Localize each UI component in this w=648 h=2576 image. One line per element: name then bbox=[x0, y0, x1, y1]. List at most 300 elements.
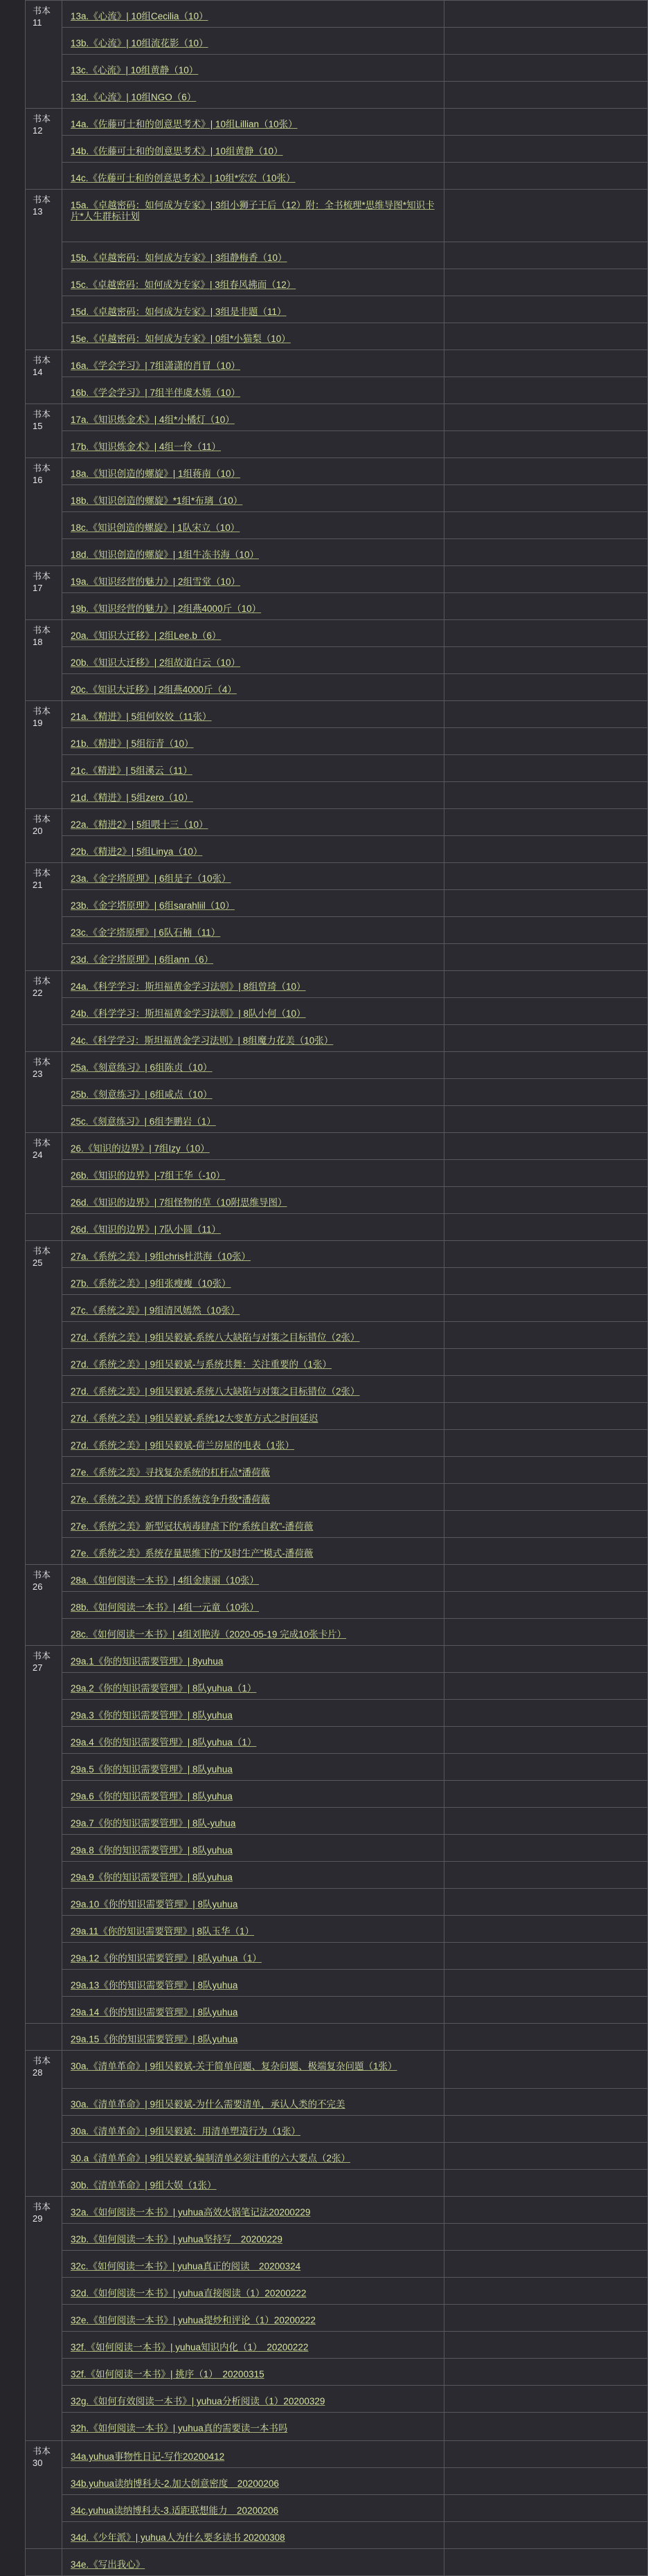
table-row bbox=[26, 1808, 648, 1835]
table-row bbox=[26, 431, 648, 458]
note-link[interactable]: 23a.《金字塔原理》| 6组是子（10张） bbox=[71, 873, 231, 884]
note-link[interactable]: 25c.《刻意练习》| 6组李鹏岩（1） bbox=[71, 1116, 216, 1127]
table-row bbox=[26, 1457, 648, 1484]
empty-cell bbox=[444, 1214, 648, 1241]
empty-cell bbox=[444, 1268, 648, 1295]
empty-cell bbox=[444, 2413, 648, 2441]
empty-cell bbox=[444, 2332, 648, 2359]
empty-cell bbox=[444, 1376, 648, 1403]
table-row bbox=[26, 1889, 648, 1916]
note-link[interactable]: 32b.《如何阅读一本书》| yuhua坚持写 20200229 bbox=[71, 2234, 282, 2244]
table-row bbox=[26, 2051, 648, 2089]
note-link[interactable]: 24a.《科学学习：斯坦福黄金学习法则》| 8组曾琦（10） bbox=[71, 981, 306, 992]
empty-cell bbox=[444, 1619, 648, 1646]
table-row bbox=[26, 1619, 648, 1646]
note-cell bbox=[62, 2278, 444, 2305]
empty-cell bbox=[444, 809, 648, 836]
book-number-label: 书本 16 bbox=[33, 463, 51, 485]
book-number-cell bbox=[26, 1052, 62, 1133]
note-link[interactable]: 29a.13《你的知识需要管理》| 8队yuhua bbox=[71, 1980, 238, 1990]
table-row bbox=[26, 28, 648, 55]
note-cell bbox=[62, 1673, 444, 1700]
note-link[interactable]: 29a.12《你的知识需要管理》| 8队yuhua（1） bbox=[71, 1953, 262, 1963]
table-row bbox=[26, 1484, 648, 1511]
note-link[interactable]: 18d.《知识创造的螺旋》| 1组牛冻书海（10） bbox=[71, 550, 260, 560]
book-number-label: 书本 28 bbox=[33, 2056, 51, 2078]
note-cell bbox=[62, 2332, 444, 2359]
table-row bbox=[26, 1646, 648, 1673]
note-cell bbox=[62, 2224, 444, 2251]
note-cell bbox=[62, 2024, 444, 2051]
note-link[interactable]: 27d.《系统之美》| 9组吴毅斌-系统八大缺陷与对策之目标错位（2张） bbox=[71, 1332, 360, 1343]
book-number-cell bbox=[26, 2197, 62, 2441]
note-link[interactable]: 18b.《知识创造的螺旋》*1组*布璃（10） bbox=[71, 496, 243, 506]
empty-cell bbox=[444, 674, 648, 701]
empty-cell bbox=[444, 1079, 648, 1106]
empty-cell bbox=[444, 1106, 648, 1133]
note-cell bbox=[62, 1727, 444, 1754]
empty-cell bbox=[444, 1835, 648, 1862]
empty-cell bbox=[444, 1322, 648, 1349]
empty-cell bbox=[444, 566, 648, 593]
book-number-cell bbox=[26, 404, 62, 458]
note-link[interactable]: 19a.《知识经营的魅力》| 2组雪堂（10） bbox=[71, 577, 241, 587]
table-row bbox=[26, 836, 648, 863]
note-link[interactable]: 15b.《卓越密码：如何成为专家》| 3组静梅香（10） bbox=[71, 253, 287, 263]
book-number-cell bbox=[26, 809, 62, 863]
note-cell bbox=[62, 431, 444, 458]
empty-cell bbox=[444, 2278, 648, 2305]
note-link[interactable]: 14c.《佐藤可士和的创意思考术》| 10组*宏宏（10张） bbox=[71, 173, 296, 183]
empty-cell bbox=[444, 2170, 648, 2197]
book-number-cell bbox=[26, 1565, 62, 1646]
table-row bbox=[26, 1349, 648, 1376]
table-row bbox=[26, 1700, 648, 1727]
empty-cell bbox=[444, 2051, 648, 2089]
table-row bbox=[26, 971, 648, 998]
table-row bbox=[26, 2089, 648, 2116]
note-link[interactable]: 34a.yuhua事物性日记-写作20200412 bbox=[71, 2451, 225, 2462]
note-cell bbox=[62, 296, 444, 323]
note-link[interactable]: 34e.《写出我心》 bbox=[71, 2559, 145, 2570]
table-row bbox=[26, 782, 648, 809]
table-row bbox=[26, 55, 648, 82]
empty-cell bbox=[444, 404, 648, 431]
empty-cell bbox=[444, 917, 648, 944]
table-row bbox=[26, 593, 648, 620]
note-cell bbox=[62, 1322, 444, 1349]
note-link[interactable]: 29a.11《你的知识需要管理》| 8队玉华（1） bbox=[71, 1926, 255, 1936]
table-row bbox=[26, 2522, 648, 2549]
note-cell bbox=[62, 1754, 444, 1781]
note-cell bbox=[62, 1376, 444, 1403]
note-link[interactable]: 15d.《卓越密码：如何成为专家》| 3组是非题（11） bbox=[71, 307, 287, 317]
note-cell bbox=[62, 2386, 444, 2413]
note-cell bbox=[62, 1484, 444, 1511]
note-cell bbox=[62, 2522, 444, 2549]
book-number-label: 书本 25 bbox=[33, 1246, 51, 1268]
note-link[interactable]: 29a.14《你的知识需要管理》| 8队yuhua bbox=[71, 2007, 238, 2017]
empty-cell bbox=[444, 1241, 648, 1268]
note-cell bbox=[62, 377, 444, 404]
table-row bbox=[26, 269, 648, 296]
empty-cell bbox=[444, 1943, 648, 1970]
note-link[interactable]: 23c.《金字塔原理》| 6队石楠（11） bbox=[71, 927, 221, 938]
table-row bbox=[26, 190, 648, 242]
note-cell bbox=[62, 1241, 444, 1268]
note-link[interactable]: 32c.《如何阅读一本书》| yuhua真正的阅读 20200324 bbox=[71, 2261, 301, 2271]
table-row bbox=[26, 1430, 648, 1457]
empty-cell bbox=[444, 1970, 648, 1997]
note-link[interactable]: 29a.4《你的知识需要管理》| 8队yuhua（1） bbox=[71, 1737, 257, 1748]
book-number-cell bbox=[26, 350, 62, 404]
table-row bbox=[26, 2359, 648, 2386]
empty-cell bbox=[444, 2468, 648, 2495]
note-link[interactable]: 28c.《如何阅读一本书》| 4组刘艳涛（2020-05-19 完成10张卡片） bbox=[71, 1629, 347, 1640]
note-link[interactable]: 32g.《如何有效阅读一本书》| yuhua分析阅读（1）20200329 bbox=[71, 2396, 325, 2406]
note-link[interactable]: 19b.《知识经营的魅力》| 2组燕4000斤（10） bbox=[71, 604, 262, 614]
note-link[interactable]: 25a.《刻意练习》| 6组陈贞（10） bbox=[71, 1062, 213, 1073]
note-cell bbox=[62, 1592, 444, 1619]
note-link[interactable]: 16b.《学会学习》| 7组半伴虞木嫣（10） bbox=[71, 388, 241, 398]
empty-cell bbox=[444, 2116, 648, 2143]
table-row bbox=[26, 2386, 648, 2413]
empty-cell bbox=[444, 2197, 648, 2224]
note-link[interactable]: 13a.《心流》| 10组Cecilia（10） bbox=[71, 11, 208, 21]
note-link[interactable]: 29a.1《你的知识需要管理》| 8yuhua bbox=[71, 1656, 224, 1667]
empty-cell bbox=[444, 1997, 648, 2024]
note-link[interactable]: 34b.yuhua读纳博科夫-2.加大创意密度 20200206 bbox=[71, 2478, 279, 2489]
note-link[interactable]: 13d.《心流》| 10组NGO（6） bbox=[71, 92, 197, 102]
table-row bbox=[26, 1403, 648, 1430]
book-number-label: 书本 27 bbox=[33, 1651, 51, 1673]
book-number-cell bbox=[26, 1241, 62, 1565]
note-link[interactable]: 34c.yuhua读纳博科夫-3.适距联想能力 20200206 bbox=[71, 2505, 279, 2516]
empty-cell bbox=[444, 296, 648, 323]
note-cell bbox=[62, 647, 444, 674]
note-cell bbox=[62, 2251, 444, 2278]
empty-cell bbox=[444, 1457, 648, 1484]
note-cell bbox=[62, 2143, 444, 2170]
table-row bbox=[26, 1295, 648, 1322]
empty-cell bbox=[444, 377, 648, 404]
note-link[interactable]: 29a.8《你的知识需要管理》| 8队yuhua bbox=[71, 1845, 233, 1856]
empty-cell bbox=[444, 971, 648, 998]
note-link[interactable]: 20c.《知识大迁移》| 2组燕4000斤（4） bbox=[71, 684, 237, 695]
note-link[interactable]: 27e.《系统之美》疫情下的系统竞争升级*潘荷薇 bbox=[71, 1494, 271, 1505]
empty-cell bbox=[444, 620, 648, 647]
note-cell bbox=[62, 485, 444, 512]
book-number-label bbox=[26, 2024, 62, 2028]
table-row bbox=[26, 1322, 648, 1349]
note-link[interactable]: 27d.《系统之美》| 9组吴毅斌-与系统共舞：关注重要的（1张） bbox=[71, 1359, 332, 1370]
note-link[interactable]: 32a.《如何阅读一本书》| yuhua高效火锅笔记法20200229 bbox=[71, 2207, 311, 2217]
note-link[interactable]: 29a.3《你的知识需要管理》| 8队yuhua bbox=[71, 1710, 233, 1721]
note-link[interactable]: 27d.《系统之美》| 9组吴毅斌-系统八大缺陷与对策之目标错位（2张） bbox=[71, 1386, 360, 1397]
note-link[interactable]: 23d.《金字塔原理》| 6组ann（6） bbox=[71, 954, 214, 965]
note-link[interactable]: 29a.15《你的知识需要管理》| 8队yuhua bbox=[71, 2034, 238, 2044]
table-row bbox=[26, 2170, 648, 2197]
book-number-cell bbox=[26, 190, 62, 350]
empty-cell bbox=[444, 1565, 648, 1592]
note-cell bbox=[62, 1268, 444, 1295]
table-row bbox=[26, 458, 648, 485]
empty-cell bbox=[444, 1133, 648, 1160]
note-cell bbox=[62, 1430, 444, 1457]
table-row bbox=[26, 674, 648, 701]
note-link[interactable]: 13b.《心流》| 10组流花影（10） bbox=[71, 38, 208, 48]
note-link[interactable]: 32e.《如何阅读一本书》| yuhua提炒和评论（1）20200222 bbox=[71, 2315, 316, 2325]
note-link[interactable]: 15c.《卓越密码：如何成为专家》| 3组春风拂面（12） bbox=[71, 280, 296, 290]
note-cell bbox=[62, 269, 444, 296]
table-row bbox=[26, 2251, 648, 2278]
empty-cell bbox=[444, 2495, 648, 2522]
book-number-cell bbox=[26, 1214, 62, 1241]
note-link[interactable]: 34d.《少年派》| yuhua人为什么要多读书 20200308 bbox=[71, 2532, 285, 2543]
empty-cell bbox=[444, 2143, 648, 2170]
note-cell bbox=[62, 1916, 444, 1943]
table-row bbox=[26, 1781, 648, 1808]
note-link[interactable]: 20a.《知识大迁移》| 2组Lee.b（6） bbox=[71, 631, 222, 641]
note-cell bbox=[62, 1187, 444, 1214]
note-link[interactable]: 17b.《知识炼金术》| 4组一伶（11） bbox=[71, 442, 222, 452]
note-cell bbox=[62, 55, 444, 82]
table-row bbox=[26, 1727, 648, 1754]
note-link[interactable]: 27a.《系统之美》| 9组chris杜洪海（10张） bbox=[71, 1251, 251, 1262]
table-row bbox=[26, 1133, 648, 1160]
note-cell bbox=[62, 28, 444, 55]
note-link[interactable]: 30a.《清单革命》| 9组吴毅斌-关于简单问题、复杂问题、极端复杂问题（1张） bbox=[71, 2061, 397, 2071]
book-number-cell bbox=[26, 1, 62, 109]
table-row bbox=[26, 647, 648, 674]
note-cell bbox=[62, 1970, 444, 1997]
note-link[interactable]: 29a.7《你的知识需要管理》| 8队-yuhua bbox=[71, 1818, 236, 1829]
table-row bbox=[26, 944, 648, 971]
note-link[interactable]: 27d.《系统之美》| 9组吴毅斌-荷兰房屋的电表（1张） bbox=[71, 1440, 295, 1451]
table-row bbox=[26, 109, 648, 136]
empty-cell bbox=[444, 2251, 648, 2278]
empty-cell bbox=[444, 755, 648, 782]
empty-cell bbox=[444, 323, 648, 350]
note-cell bbox=[62, 2549, 444, 2576]
empty-cell bbox=[444, 2089, 648, 2116]
note-link[interactable]: 30.a《清单革命》| 9组吴毅斌-编制清单必须注重的六大要点（2张） bbox=[71, 2153, 351, 2164]
note-link[interactable]: 24c.《科学学习：斯坦福黄金学习法则》| 8组魔力花美（10张） bbox=[71, 1035, 334, 1046]
note-link[interactable]: 20b.《知识大迁移》| 2组故道白云（10） bbox=[71, 657, 241, 668]
table-row bbox=[26, 136, 648, 163]
note-cell bbox=[62, 2359, 444, 2386]
note-link[interactable]: 29a.6《你的知识需要管理》| 8队yuhua bbox=[71, 1791, 233, 1802]
empty-cell bbox=[444, 350, 648, 377]
note-link[interactable]: 32d.《如何阅读一本书》| yuhua直接阅读（1）20200222 bbox=[71, 2288, 307, 2298]
empty-cell bbox=[444, 458, 648, 485]
empty-cell bbox=[444, 1052, 648, 1079]
empty-cell bbox=[444, 1, 648, 28]
note-link[interactable]: 13c.《心流》| 10组黄静（10） bbox=[71, 65, 199, 75]
note-link[interactable]: 21b.《精进》| 5组衍青（10） bbox=[71, 738, 194, 749]
note-cell bbox=[62, 458, 444, 485]
table-row bbox=[26, 1835, 648, 1862]
note-cell bbox=[62, 512, 444, 539]
table-row bbox=[26, 1943, 648, 1970]
note-link[interactable]: 18c.《知识创造的螺旋》| 1队宋立（10） bbox=[71, 523, 240, 533]
table-row bbox=[26, 566, 648, 593]
note-cell bbox=[62, 809, 444, 836]
note-link[interactable]: 22b.《精进2》| 5组Linya（10） bbox=[71, 846, 203, 857]
empty-cell bbox=[444, 1727, 648, 1754]
table-row bbox=[26, 2224, 648, 2251]
note-link[interactable]: 23b.《金字塔原理》| 6组sarahliil（10） bbox=[71, 900, 235, 911]
table-row bbox=[26, 1106, 648, 1133]
note-link[interactable]: 27c.《系统之美》| 9组清风嫣然（10张） bbox=[71, 1305, 240, 1316]
note-link[interactable]: 27d.《系统之美》| 9组吴毅斌-系统12大变革方式之时间延迟 bbox=[71, 1413, 318, 1424]
note-link[interactable]: 27e.《系统之美》新型冠状病毒肆虐下的“系统自救”-潘荷薇 bbox=[71, 1521, 314, 1532]
note-link[interactable]: 21d.《精进》| 5组zero（10） bbox=[71, 792, 193, 803]
note-link[interactable]: 15e.《卓越密码：如何成为专家》| 0组*小猫梨（10） bbox=[71, 334, 291, 344]
empty-cell bbox=[444, 1754, 648, 1781]
note-cell bbox=[62, 2468, 444, 2495]
book-number-label bbox=[26, 2549, 62, 2553]
book-number-label: 书本 11 bbox=[33, 6, 51, 28]
table-row bbox=[26, 404, 648, 431]
book-number-label: 书本 21 bbox=[33, 868, 51, 890]
empty-cell bbox=[444, 998, 648, 1025]
note-link[interactable]: 30b.《清单革命》| 9组大娱（1张） bbox=[71, 2180, 217, 2190]
table-row bbox=[26, 323, 648, 350]
note-cell bbox=[62, 1052, 444, 1079]
empty-cell bbox=[444, 242, 648, 269]
book-number-cell bbox=[26, 2051, 62, 2197]
table-row bbox=[26, 512, 648, 539]
note-link[interactable]: 32h.《如何阅读一本书》| yuhua真的需要读一本书吗 bbox=[71, 2423, 288, 2433]
empty-cell bbox=[444, 1889, 648, 1916]
table-row bbox=[26, 1241, 648, 1268]
note-cell bbox=[62, 2495, 444, 2522]
table-row bbox=[26, 2024, 648, 2051]
empty-cell bbox=[444, 55, 648, 82]
note-cell bbox=[62, 1403, 444, 1430]
note-link[interactable]: 32f.《如何阅读一本书》| 挑序（1） 20200315 bbox=[71, 2369, 264, 2379]
empty-cell bbox=[444, 269, 648, 296]
note-cell bbox=[62, 1457, 444, 1484]
note-link[interactable]: 26d.《知识的边界》| 7组怪物的草（10附思维导图） bbox=[71, 1197, 287, 1208]
note-cell bbox=[62, 350, 444, 377]
table-row bbox=[26, 1862, 648, 1889]
note-cell bbox=[62, 2441, 444, 2468]
note-link[interactable]: 24b.《科学学习：斯坦福黄金学习法则》| 8队小何（10） bbox=[71, 1008, 306, 1019]
table-row bbox=[26, 2332, 648, 2359]
note-link[interactable]: 29a.2《你的知识需要管理》| 8队yuhua（1） bbox=[71, 1683, 257, 1694]
note-cell bbox=[62, 1079, 444, 1106]
empty-cell bbox=[444, 1025, 648, 1052]
note-link[interactable]: 16a.《学会学习》| 7组潇潇的肖冒（10） bbox=[71, 361, 241, 371]
note-link[interactable]: 29a.10《你的知识需要管理》| 8队yuhua bbox=[71, 1899, 238, 1910]
note-link[interactable]: 29a.5《你的知识需要管理》| 8队yuhua bbox=[71, 1764, 233, 1775]
book-number-label: 书本 22 bbox=[33, 976, 51, 998]
note-cell bbox=[62, 2413, 444, 2441]
empty-cell bbox=[444, 890, 648, 917]
empty-cell bbox=[444, 82, 648, 109]
note-link[interactable]: 29a.9《你的知识需要管理》| 8队yuhua bbox=[71, 1872, 233, 1883]
note-link[interactable]: 26b.《知识的边界》|-7组王华（-10） bbox=[71, 1170, 226, 1181]
empty-cell bbox=[444, 1538, 648, 1565]
note-cell bbox=[62, 1997, 444, 2024]
book-number-cell bbox=[26, 863, 62, 971]
book-number-label: 书本 29 bbox=[33, 2202, 51, 2224]
note-cell bbox=[62, 701, 444, 728]
book-number-label: 书本 23 bbox=[33, 1057, 51, 1079]
table-row bbox=[26, 1538, 648, 1565]
table-row bbox=[26, 1592, 648, 1619]
note-cell bbox=[62, 2116, 444, 2143]
empty-cell bbox=[444, 1187, 648, 1214]
note-link[interactable]: 17a.《知识炼金术》| 4组*小橘灯（10） bbox=[71, 415, 235, 425]
note-link[interactable]: 28a.《如何阅读一本书》| 4组金康丽（10张） bbox=[71, 1575, 260, 1586]
table-row bbox=[26, 539, 648, 566]
book-number-cell bbox=[26, 2549, 62, 2576]
note-link[interactable]: 26.《知识的边界》| 7组Izy（10） bbox=[71, 1143, 210, 1154]
empty-cell bbox=[444, 1349, 648, 1376]
book-number-cell bbox=[26, 701, 62, 809]
note-link[interactable]: 14b.《佐藤可士和的创意思考术》| 10组黄静（10） bbox=[71, 146, 283, 156]
empty-cell bbox=[444, 701, 648, 728]
note-cell bbox=[62, 109, 444, 136]
table-row bbox=[26, 1511, 648, 1538]
note-link[interactable]: 25b.《刻意练习》| 6组咸点（10） bbox=[71, 1089, 213, 1100]
book-list-table bbox=[25, 0, 648, 2576]
note-cell bbox=[62, 1538, 444, 1565]
note-cell bbox=[62, 566, 444, 593]
note-cell bbox=[62, 1, 444, 28]
note-link[interactable]: 18a.《知识创造的螺旋》| 1组蒋南（10） bbox=[71, 469, 241, 479]
empty-cell bbox=[444, 1430, 648, 1457]
note-link[interactable]: 28b.《如何阅读一本书》| 4组一元童（10张） bbox=[71, 1602, 260, 1613]
note-cell bbox=[62, 1619, 444, 1646]
empty-cell bbox=[444, 2024, 648, 2051]
note-link[interactable]: 15a.《卓越密码：如何成为专家》| 3组小狮子王后（12）附：全书梳理*思维导图*知识卡片*人生群标计划 bbox=[71, 200, 435, 221]
note-link[interactable]: 22a.《精进2》| 5组喂十三（10） bbox=[71, 819, 208, 830]
note-link[interactable]: 21a.《精进》| 5组何姣姣（11张） bbox=[71, 711, 212, 722]
note-link[interactable]: 26d.《知识的边界》| 7队小圆（11） bbox=[71, 1224, 222, 1235]
note-cell bbox=[62, 1646, 444, 1673]
note-cell bbox=[62, 2305, 444, 2332]
note-link[interactable]: 27b.《系统之美》| 9组张瘦瘦（10张） bbox=[71, 1278, 231, 1289]
empty-cell bbox=[444, 728, 648, 755]
note-link[interactable]: 30a.《清单革命》| 9组吴毅斌-为什么需要清单，承认人类的不完美 bbox=[71, 2099, 345, 2110]
note-link[interactable]: 27e.《系统之美》寻找复杂系统的杠杆点*潘荷薇 bbox=[71, 1467, 271, 1478]
book-number-cell bbox=[26, 109, 62, 190]
empty-cell bbox=[444, 109, 648, 136]
note-link[interactable]: 14a.《佐藤可士和的创意思考术》| 10组Lillian（10张） bbox=[71, 119, 298, 129]
note-cell bbox=[62, 190, 444, 242]
note-link[interactable]: 32f.《如何阅读一本书》| yuhua知识内化（1） 20200222 bbox=[71, 2342, 309, 2352]
note-cell bbox=[62, 82, 444, 109]
note-link[interactable]: 27e.《系统之美》系统存量思维下的“及时生产”模式-潘荷薇 bbox=[71, 1548, 314, 1559]
note-link[interactable]: 21c.《精进》| 5组溪云（11） bbox=[71, 765, 192, 776]
table-row bbox=[26, 1997, 648, 2024]
note-cell bbox=[62, 1700, 444, 1727]
book-number-label: 书本 19 bbox=[33, 706, 51, 728]
empty-cell bbox=[444, 1916, 648, 1943]
note-link[interactable]: 30a.《清单革命》| 9组吴毅斌：用清单塑造行为（1张） bbox=[71, 2126, 301, 2137]
note-cell bbox=[62, 2051, 444, 2089]
note-cell bbox=[62, 593, 444, 620]
note-cell bbox=[62, 163, 444, 190]
empty-cell bbox=[444, 1808, 648, 1835]
table-row bbox=[26, 163, 648, 190]
table-row bbox=[26, 1268, 648, 1295]
book-number-label bbox=[26, 1214, 62, 1218]
